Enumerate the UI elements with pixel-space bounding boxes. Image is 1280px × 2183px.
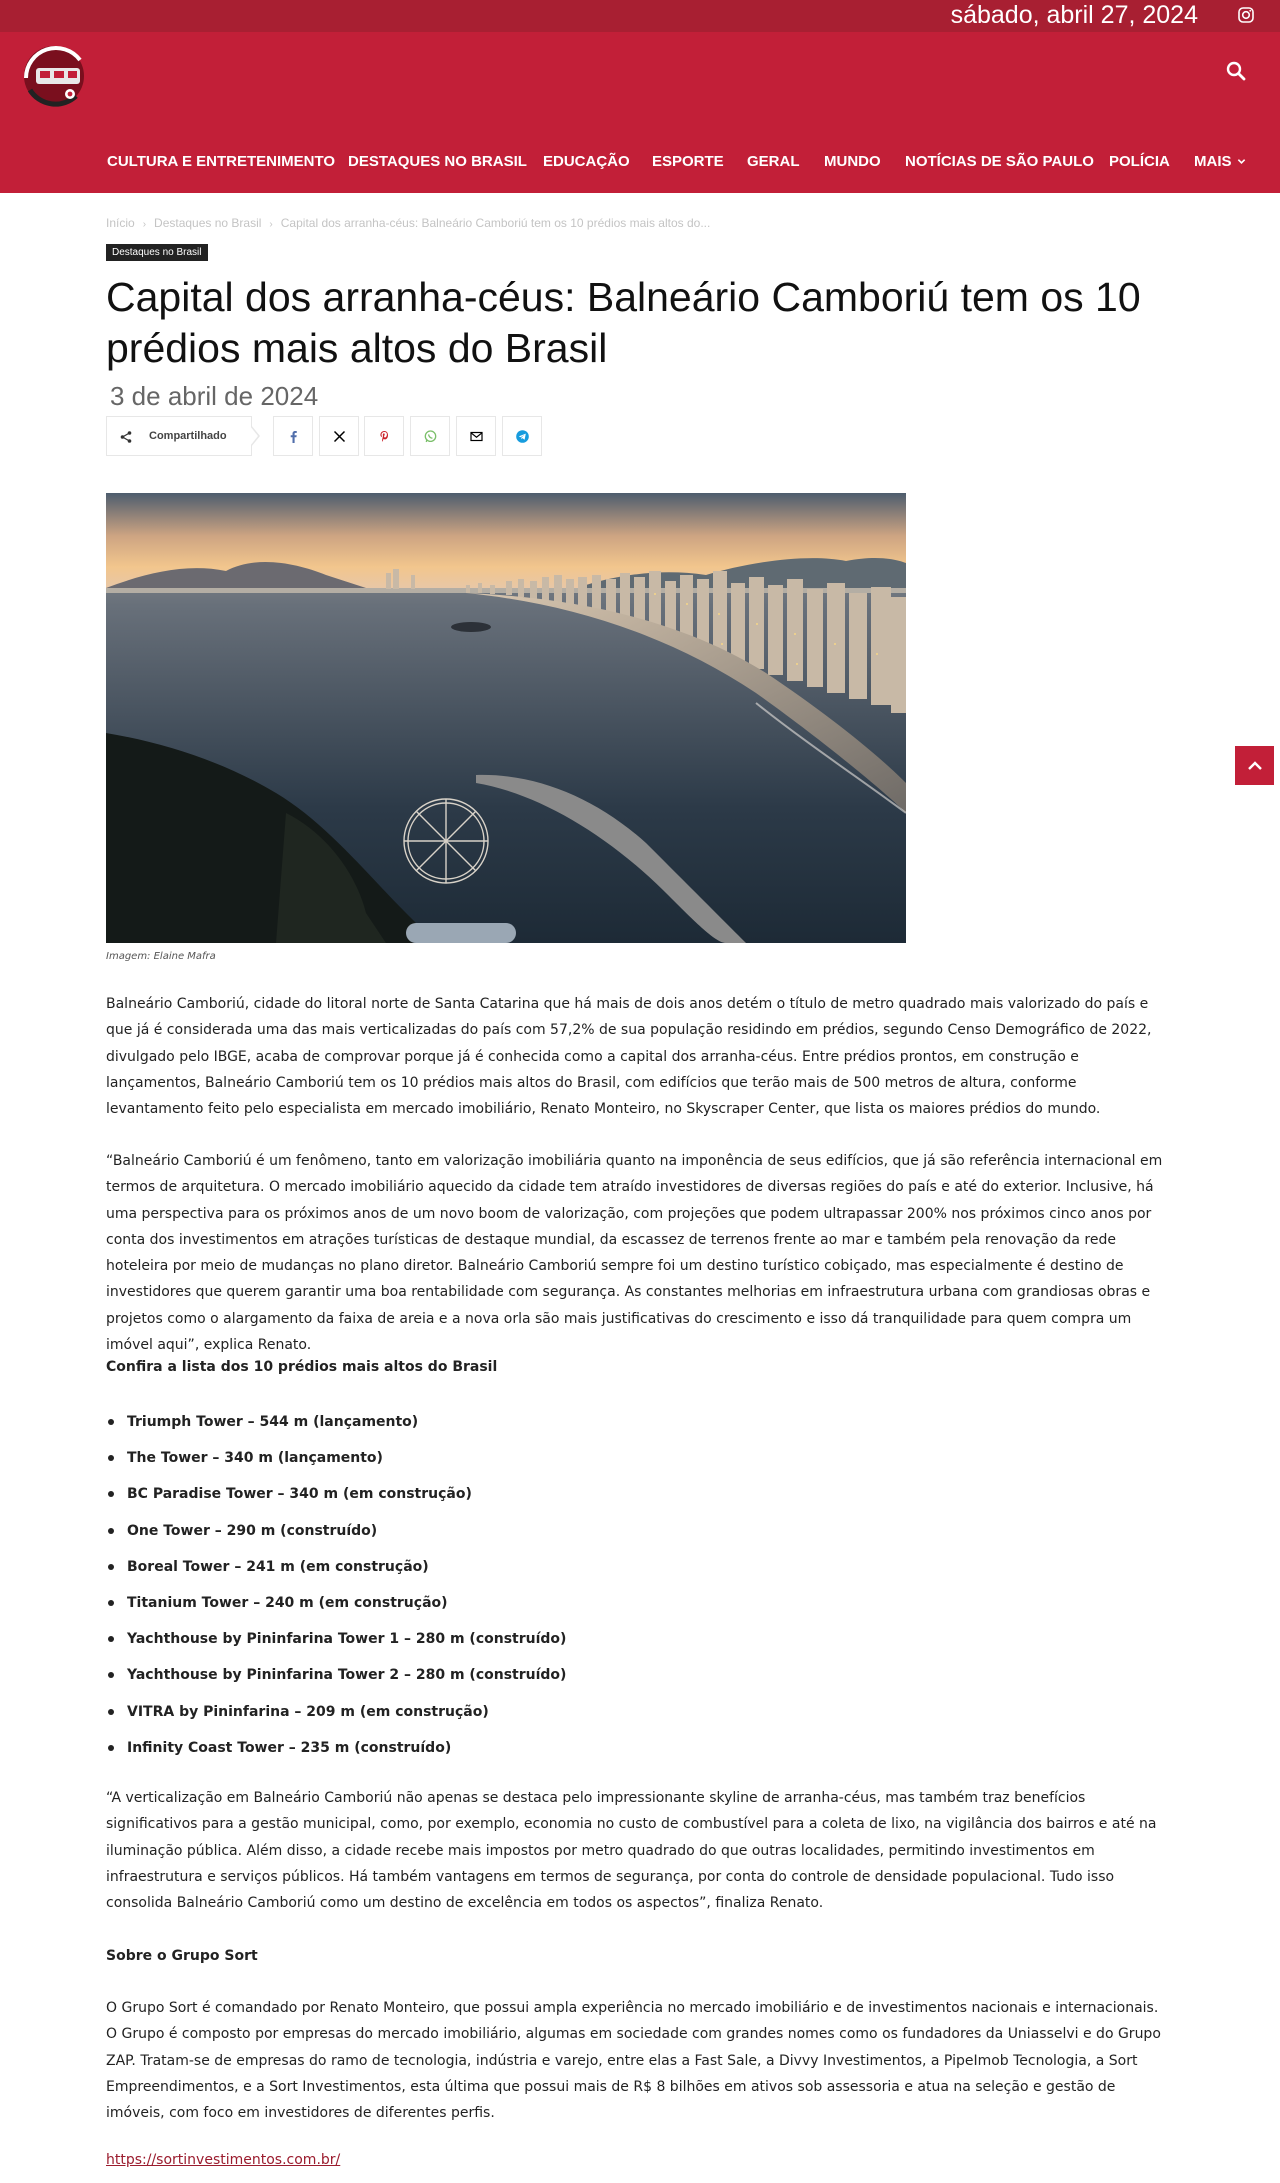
list-heading: Confira a lista dos 10 prédios mais altos do Brasil [106, 1359, 498, 1375]
list-item: Yachthouse by Pininfarina Tower 2 – 280 m (construído) [106, 1663, 566, 1699]
list-item: One Tower – 290 m (construído) [106, 1519, 566, 1555]
list-item: Triumph Tower – 544 m (lançamento) [106, 1410, 566, 1446]
share-icon [119, 429, 133, 443]
tallest-buildings-list [106, 1410, 566, 1772]
list-item: VITRA by Pininfarina – 209 m (em construção) [106, 1700, 566, 1736]
email-icon [469, 429, 484, 444]
article-paragraph: Balneário Camboriú, cidade do litoral norte de Santa Catarina que há mais de dois anos detém o título de metro quadrado mais valorizado do país e que já é considerada uma das mais verticalizadas do país com 57,2% de sua população residindo em prédios, segundo Censo Demográfico de 2022, divulgado pelo IBGE, acaba de comprovar porque já é conhecida como a capital dos arranha-céus. Entre prédios prontos, em construção e lançamentos, Balneário Camboriú tem os 10 prédios mais altos do Brasil, com edifícios que terão mais de 500 metros de altura, conforme levantamento feito pelo especialista em mercado imobiliário, Renato Monteiro, no Skyscraper Center, que lista os maiores prédios do mundo. [106, 996, 1152, 1118]
image-caption: Imagem: Elaine Mafra [106, 951, 216, 962]
nav-noticias-sp[interactable]: NOTÍCIAS DE SÃO PAULO [905, 153, 1094, 170]
share-facebook-button[interactable] [273, 416, 313, 456]
list-item: Titanium Tower – 240 m (em construção) [106, 1591, 566, 1627]
facebook-icon [286, 429, 301, 444]
city-coastline-photo [106, 493, 906, 943]
nav-mundo[interactable]: MUNDO [824, 153, 881, 170]
breadcrumb-separator: › [269, 219, 273, 230]
list-item: Yachthouse by Pininfarina Tower 1 – 280 m (construído) [106, 1627, 566, 1663]
whatsapp-icon [423, 429, 438, 444]
chevron-up-icon [1246, 757, 1264, 775]
breadcrumb-home[interactable]: Início [106, 216, 135, 230]
nav-cultura[interactable]: CULTURA E ENTRETENIMENTO [107, 153, 336, 170]
top-bar [0, 0, 1280, 32]
nav-mais[interactable] [1194, 142, 1246, 182]
list-item: Boreal Tower – 241 m (em construção) [106, 1555, 566, 1591]
article-title: Capital dos arranha-céus: Balneário Camboriú tem os 10 prédios mais altos do Brasil [106, 274, 1141, 371]
publish-date: 3 de abril de 2024 [110, 381, 319, 411]
share-pinterest-button[interactable] [364, 416, 404, 456]
about-heading: Sobre o Grupo Sort [106, 1948, 258, 1964]
share-email-button[interactable] [456, 416, 496, 456]
site-logo[interactable] [18, 38, 98, 110]
category-badge[interactable]: Destaques no Brasil [106, 244, 208, 261]
sort-website-link[interactable]: https://sortinvestimentos.com.br/ [106, 2152, 341, 2168]
nav-educacao[interactable]: EDUCAÇÃO [543, 153, 630, 170]
instagram-icon[interactable] [1237, 6, 1255, 24]
breadcrumb [106, 216, 710, 230]
article-paragraph: “A verticalização em Balneário Camboriú não apenas se destaca pelo impressionante skyline de arranha-céus, mas também traz benefícios significativos para a gestão municipal, como, por exemplo, economia no custo de combustível para a coleta de lixo, na vigilância dos bairros e até na iluminação pública. Além disso, a cidade recebe mais impostos por metro quadrado do que outras localidades, permitindo investimentos em infraestrutura e serviços públicos. Há também vantagens em termos de segurança, por conta do controle de densidade populacional. Tudo isso consolida Balneário Camboriú como um destino de excelência em todos os aspectos”, finaliza Renato. [106, 1790, 1157, 1912]
share-label-text: Compartilhado [149, 430, 227, 442]
nav-esporte[interactable]: ESPORTE [652, 153, 724, 170]
list-item: The Tower – 340 m (lançamento) [106, 1446, 566, 1482]
breadcrumb-section[interactable]: Destaques no Brasil [154, 216, 262, 230]
share-label-arrow [251, 425, 260, 447]
nav-destaques[interactable]: DESTAQUES NO BRASIL [348, 153, 527, 170]
nav-mais-label: MAIS [1194, 153, 1232, 170]
telegram-icon [515, 429, 530, 444]
article-paragraph: O Grupo Sort é comandado por Renato Monteiro, que possui ampla experiência no mercado imobiliário e de investimentos nacionais e internacionais. O Grupo é composto por empresas do mercado imobiliário, algumas em sociedade com grandes nomes como os fundadores da Uniasselvi e do Grupo ZAP. Tratam-se de empresas do ramo de tecnologia, indústria e varejo, entre elas a Fast Sale, a Divvy Investimentos, a PipeImob Tecnologia, a Sort Empreendimentos, e a Sort Investimentos, esta última que possui mais de R$ 8 bilhões em ativos sob assessoria e atua na seleção e gestão de imóveis, com foco em investidores de diferentes perfis. [106, 2000, 1161, 2122]
nav-policia[interactable]: POLÍCIA [1109, 153, 1170, 170]
breadcrumb-current: Capital dos arranha-céus: Balneário Camboriú tem os 10 prédios mais altos do... [280, 216, 711, 230]
article-paragraph: “Balneário Camboriú é um fenômeno, tanto em valorização imobiliária quanto na imponência de seus edifícios, que já são referência internacional em termos de arquitetura. O mercado imobiliário aquecido da cidade tem atraído investidores de diversas regiões do país e até do exterior. Inclusive, há uma perspectiva para os próximos anos de um novo boom de valorização, com projeções que podem ultrapassar 200% nos próximos cinco anos por conta dos investimentos em atrações turísticas de destaque mundial, da escassez de terrenos frente ao mar e também pela renovação da rede hoteleira por meio de mudanças no plano diretor. Balneário Camboriú sempre foi um destino turístico cobiçado, mas especialmente é destino de investidores que querem garantir uma boa rentabilidade com segurança. As constantes melhorias em infraestrutura urbana com grandiosas obras e projetos como o alargamento da faixa de areia e a nova orla são mais justificativas do crescimento e isso dá tranquilidade para quem compra um imóvel aqui”, explica Renato. [106, 1153, 1163, 1354]
current-date: sábado, abril 27, 2024 [950, 1, 1198, 29]
chevron-down-icon [1237, 143, 1246, 183]
nav-geral[interactable]: GERAL [747, 153, 800, 170]
article-hero-image[interactable] [106, 493, 906, 943]
list-item: Infinity Coast Tower – 235 m (construído) [106, 1736, 566, 1772]
list-item: BC Paradise Tower – 340 m (em construção) [106, 1482, 566, 1518]
pinterest-icon [377, 429, 392, 444]
share-label [106, 416, 252, 456]
breadcrumb-separator: › [142, 219, 147, 230]
x-icon [332, 429, 347, 444]
share-x-button[interactable] [319, 416, 359, 456]
share-whatsapp-button[interactable] [410, 416, 450, 456]
site-header [0, 32, 1280, 193]
search-icon[interactable] [1224, 59, 1248, 83]
scroll-to-top-button[interactable] [1235, 746, 1274, 785]
share-telegram-button[interactable] [502, 416, 542, 456]
